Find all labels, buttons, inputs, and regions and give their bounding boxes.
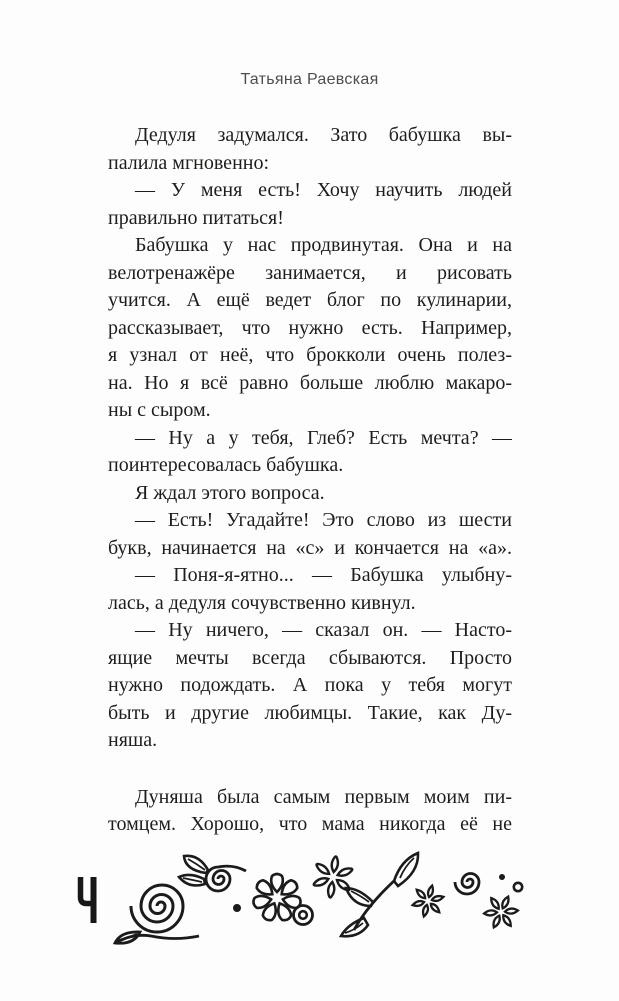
text-line: ны с сыром. — [108, 399, 211, 421]
text-line: — У меня есть! Хочу научить людей — [135, 179, 512, 201]
text-line: на. Но я всё равно больше люблю макаро- — [108, 371, 512, 394]
paragraph — [108, 507, 512, 562]
page-number — [72, 874, 102, 931]
page-number-glyph — [72, 874, 102, 926]
donut-circle-icon — [294, 906, 313, 925]
dot-icon — [233, 904, 241, 912]
text-line: томцем. Хорошо, что мама никогда её не — [108, 813, 512, 835]
tiny-dot-icon — [499, 874, 505, 880]
text-line: лась, а дедуля сочувственно кивнул. — [108, 591, 416, 614]
paragraph — [108, 480, 512, 508]
paragraph — [108, 232, 512, 425]
text-line: Дедуля задумался. Зато бабушка вы- — [135, 124, 512, 146]
paragraph — [108, 177, 512, 232]
paragraph — [108, 617, 512, 755]
text-line: — Поня-я-ятно... — Бабушка улыбну- — [135, 564, 512, 586]
ring-dot-icon — [514, 883, 522, 891]
text-line: я узнал от неё, что брокколи очень полез- — [108, 344, 512, 366]
text-line: Бабушка у нас продвинутая. Она и на — [135, 234, 512, 256]
spiral-icon — [455, 874, 479, 895]
text-line: поинтересовалась бабушка. — [108, 454, 344, 476]
running-header-author: Татьяна Раевская — [240, 71, 379, 88]
text-line: нужно подождать. А пока у тебя могут — [108, 674, 512, 696]
text-line: — Ну ничего, — сказал он. — Насто- — [135, 619, 512, 641]
text-line: Дуняша была самым первым моим пи- — [135, 785, 512, 808]
text-line: палила мгновенно: — [108, 151, 270, 174]
paragraph — [108, 784, 512, 839]
doodle-divider — [105, 846, 545, 961]
rosebud-icon — [179, 856, 246, 891]
text-block — [108, 122, 512, 839]
text-line: — Есть! Угадайте! Это слово из шести — [135, 509, 512, 531]
text-line: няша. — [108, 729, 158, 751]
text-line: ящие мечты всегда сбываются. Просто — [108, 646, 512, 669]
leaf-branch-icon — [341, 853, 418, 936]
text-line: велотренажёре занимается, и рисовать — [108, 261, 512, 284]
text-line: учится. А ещё ведет блог по кулинарии, — [108, 289, 512, 311]
paragraph — [108, 562, 512, 617]
text-line: рассказывает, что нужно есть. Например, — [108, 316, 512, 339]
paragraph — [108, 122, 512, 177]
small-flower-icon — [409, 882, 446, 921]
spiral-rose-icon — [115, 885, 199, 943]
six-petal-flower-icon — [479, 890, 522, 934]
text-line: Я ждал этого вопроса. — [135, 481, 325, 504]
text-line: — Ну а у тебя, Глеб? Есть мечта? — — [135, 426, 512, 449]
text-line: букв, начинается на «с» и кончается на «а». — [108, 536, 512, 559]
text-line: быть и другие любимцы. Такие, как Ду- — [108, 701, 512, 724]
text-line: правильно питаться! — [108, 206, 284, 229]
paragraph — [108, 425, 512, 480]
